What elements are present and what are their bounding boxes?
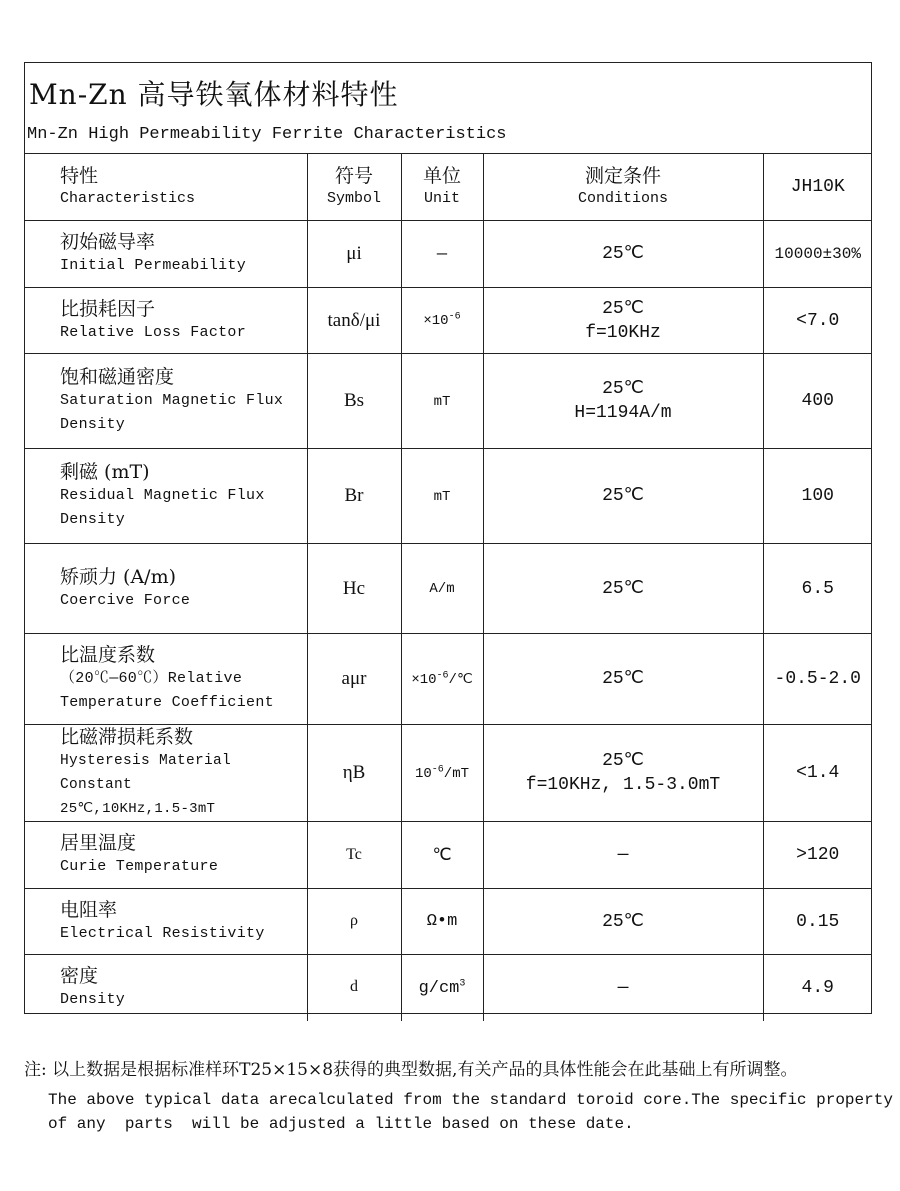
value-cell: 400 [763, 354, 872, 449]
note-cn: 注: 以上数据是根据标准样环T25×15×8获得的典型数据,有关产品的具体性能会在此基础上有所调整。 [24, 1060, 798, 1080]
char-cell: 矫顽力 (A/m) Coercive Force [24, 544, 307, 634]
unit-cell: Ω•m [401, 889, 483, 955]
table-row [24, 634, 872, 725]
value-cell: 6.5 [763, 544, 872, 634]
symbol-cell: Tc [307, 822, 401, 889]
condition-cell: 25℃ [483, 544, 763, 634]
table-row [24, 288, 872, 354]
condition-cell: 25℃ H=1194A/m [483, 354, 763, 449]
symbol-cell: d [307, 955, 401, 1021]
symbol-cell: ρ [307, 889, 401, 955]
unit-cell: $g/cm^3$ [401, 955, 483, 1021]
value-cell: 0.15 [763, 889, 872, 955]
value-cell: <7.0 [763, 288, 872, 354]
unit-cell: mT [401, 354, 483, 449]
symbol-cell: μi [307, 221, 401, 288]
char-cell: 比损耗因子 Relative Loss Factor [24, 288, 307, 354]
page-title: Mn-Zn 高导铁氧体材料特性 [29, 78, 399, 111]
unit-cell: $\times 10^{-6}/℃$ [401, 634, 483, 725]
value-cell: <1.4 [763, 725, 872, 822]
char-cell: 电阻率 Electrical Resistivity [24, 889, 307, 955]
value-cell: 4.9 [763, 955, 872, 1021]
value-cell: 100 [763, 449, 872, 544]
char-cell: 比磁滞损耗系数 Hysteresis Material Constant 25℃,10KHz,1.5-3mT [24, 725, 307, 822]
unit-cell: ℃ [401, 822, 483, 889]
char-cell: 饱和磁通密度 Saturation Magnetic Flux Density [24, 354, 307, 449]
char-cell: 剩磁 (mT) Residual Magnetic Flux Density [24, 449, 307, 544]
symbol-cell: tanδ/μi [307, 288, 401, 354]
table-row [24, 449, 872, 544]
header-row [24, 154, 872, 221]
table-row [24, 221, 872, 288]
table-row [24, 889, 872, 955]
char-cell: 居里温度 Curie Temperature [24, 822, 307, 889]
char-cell: 密度 Density [24, 955, 307, 1021]
table-row [24, 544, 872, 634]
unit-cell: — [401, 221, 483, 288]
char-cell: 初始磁导率 Initial Permeability [24, 221, 307, 288]
condition-cell: 25℃ [483, 634, 763, 725]
table-row [24, 354, 872, 449]
condition-cell: 25℃ [483, 221, 763, 288]
table-row [24, 955, 872, 1021]
condition-cell: 25℃ [483, 449, 763, 544]
condition-cell: 25℃ [483, 889, 763, 955]
table-row [24, 822, 872, 889]
condition-cell: 25℃ f=10KHz [483, 288, 763, 354]
unit-cell: $\times 10^{-6}$ [401, 288, 483, 354]
value-cell: -0.5-2.0 [763, 634, 872, 725]
table-row [24, 725, 872, 822]
unit-cell: mT [401, 449, 483, 544]
symbol-cell: aμr [307, 634, 401, 725]
condition-cell: — [483, 955, 763, 1021]
condition-cell: 25℃ f=10KHz, 1.5-3.0mT [483, 725, 763, 822]
header-grade: JH10K [763, 154, 872, 221]
symbol-cell: Hc [307, 544, 401, 634]
value-cell: >120 [763, 822, 872, 889]
header-unit: 单位 Unit [401, 154, 483, 221]
spec-frame [24, 62, 872, 1014]
value-cell: 10000±30% [763, 221, 872, 288]
page-subtitle: Mn-Zn High Permeability Ferrite Characteristics [27, 125, 507, 144]
header-conditions: 测定条件 Conditions [483, 154, 763, 221]
header-characteristics: 特性 Characteristics [24, 154, 307, 221]
unit-cell: $10^{-6}/mT$ [401, 725, 483, 822]
symbol-cell: Br [307, 449, 401, 544]
header-symbol: 符号 Symbol [307, 154, 401, 221]
note-en: The above typical data arecalculated from the standard toroid core.The specific property of any parts will be adjusted a little based on these date. [48, 1091, 893, 1133]
spec-table [24, 153, 872, 1021]
condition-cell: — [483, 822, 763, 889]
symbol-cell: Bs [307, 354, 401, 449]
unit-cell: A/m [401, 544, 483, 634]
symbol-cell: ηB [307, 725, 401, 822]
char-cell: 比温度系数 （20℃—60℃）Relative Temperature Coefficient [24, 634, 307, 725]
